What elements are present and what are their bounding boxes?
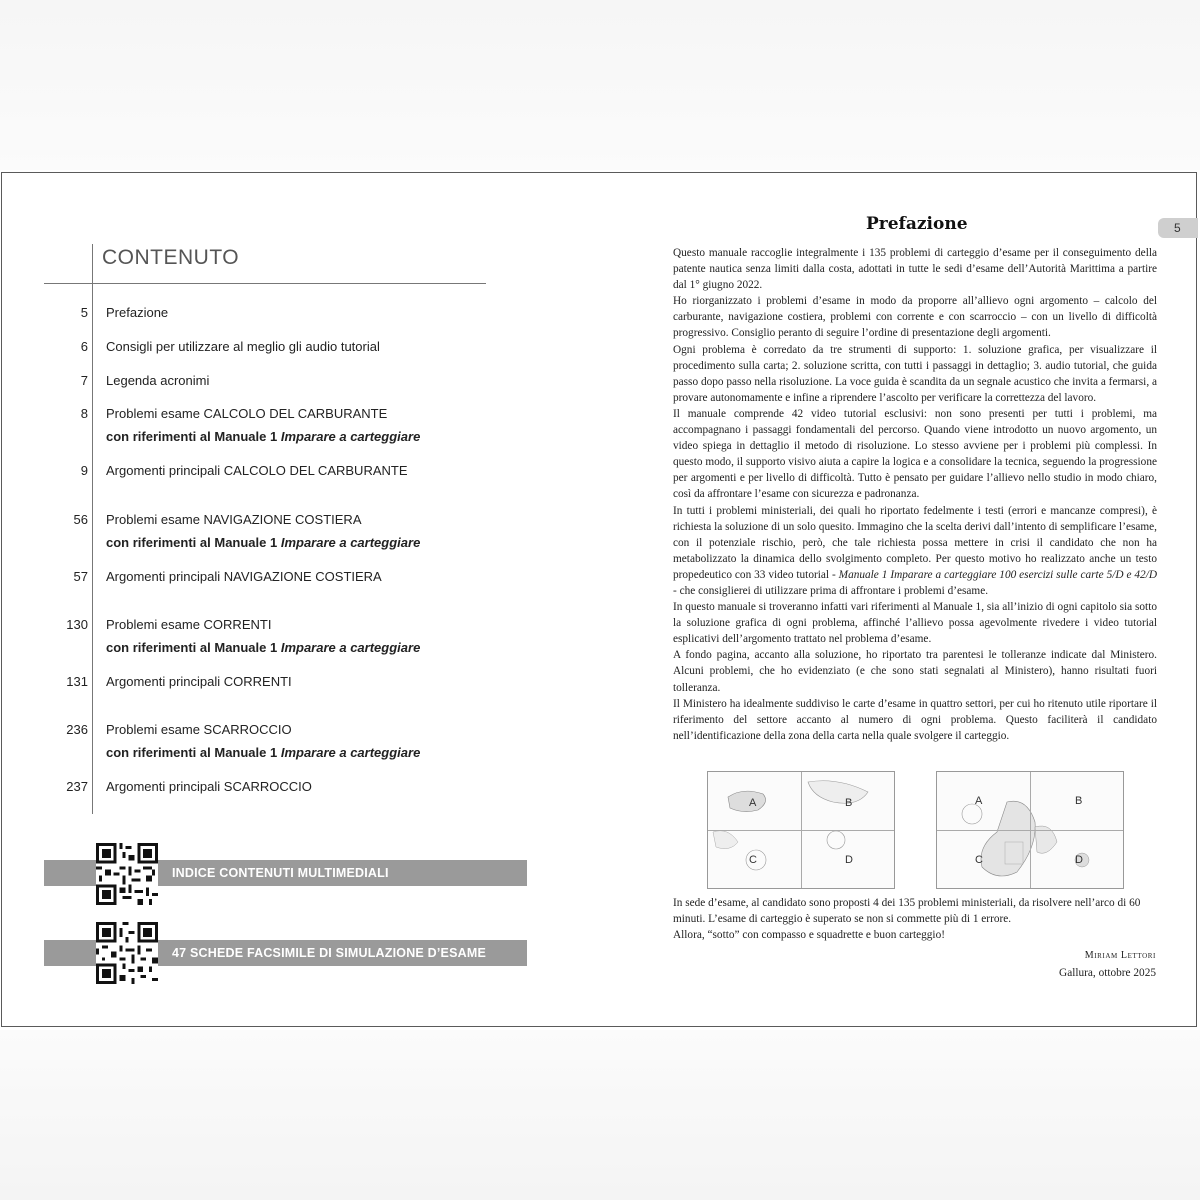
toc-page-number: 8 xyxy=(80,406,88,421)
map-quadrant-label: C xyxy=(975,854,983,866)
toc-entry-text: Consigli per utilizzare al meglio gli audio tutorial xyxy=(106,339,380,354)
toc-page-number: 237 xyxy=(66,779,88,794)
map-quadrant-label: A xyxy=(749,797,757,809)
toc-entry-text: Problemi esame CORRENTI xyxy=(106,617,272,632)
map-divider-horizontal xyxy=(937,830,1123,831)
toc-entry-text: Problemi esame CALCOLO DEL CARBURANTE xyxy=(106,406,388,421)
toc-page-number: 5 xyxy=(80,305,88,320)
background-band-top xyxy=(0,0,1200,170)
preface-paragraph: In questo manuale si troveranno infatti vari riferimenti al Manuale 1, sia all’inizio di ogni capitolo sia sotto la soluzione grafica di ogni problema, affinché l’allievo possa agevolmente rivedere i video tutorial esplicativi dell’argomento trattato nel problema d’esame. xyxy=(673,601,1157,646)
author-signature: Miriam Lettori xyxy=(1084,950,1156,961)
toc-entry-text: Problemi esame SCARROCCIO xyxy=(106,722,292,737)
toc-entry-text: Argomenti principali SCARROCCIO xyxy=(106,779,312,794)
qr-code-icon[interactable] xyxy=(96,922,158,984)
toc-page-number: 56 xyxy=(73,512,88,527)
toc-page-number: 9 xyxy=(80,463,88,478)
place-date: Gallura, ottobre 2025 xyxy=(1059,967,1156,979)
toc-page-number: 7 xyxy=(80,373,88,388)
qr-code-icon[interactable] xyxy=(96,843,158,905)
preface-paragraph: Questo manuale raccoglie integralmente i 135 problemi di carteggio d’esame per il conseguimento della patente nautica senza limiti dalla costa, adottati in tutte le sedi d’esame dell’Autorità Marittima a partire dal 1° giugno 2022. xyxy=(673,247,1157,292)
toc-entry-subtext: con riferimenti al Manuale 1 Imparare a carteggiare xyxy=(106,745,421,760)
preface-paragraph: Allora, “sotto” con compasso e squadrette e buon carteggio! xyxy=(673,929,945,942)
toc-entry-subtext: con riferimenti al Manuale 1 Imparare a carteggiare xyxy=(106,429,421,444)
map-quadrant-label: B xyxy=(1075,795,1083,807)
map-quadrant-label: B xyxy=(845,797,853,809)
preface-paragraph: A fondo pagina, accanto alla soluzione, ho riportato tra parentesi le tolleranze indicate dal Ministero. Alcuni problemi, che ho evidenziato (e che sono stati segnalati al Ministero), hanno risultati fuori tolleranza. xyxy=(673,649,1157,694)
toc-title: CONTENUTO xyxy=(102,246,240,269)
map-quadrant-label: D xyxy=(845,854,853,866)
toc-entry-subtext: con riferimenti al Manuale 1 Imparare a carteggiare xyxy=(106,640,421,655)
preface-paragraph: Il manuale comprende 42 video tutorial esclusivi: non sono presenti per tutti i problemi, ma accompagnano i passaggi fondamentali del percorso. Quando viene introdotto un nuovo argomento, un video spiega in dettaglio il metodo di risoluzione. Lo stesso avviene per i problemi più complessi. In questo modo, il supporto visivo aiuta a capire la logica e a consolidare la tecnica, seguendo la progressione per argomenti e per livello di difficoltà. Tutto è pensato per guidare l’allievo nello studio in modo chiaro, così da affrontare l’esame con sicurezza e padronanza. xyxy=(673,407,1157,501)
multimedia-index-label[interactable]: INDICE CONTENUTI MULTIMEDIALI xyxy=(172,866,389,880)
toc-page-number: 130 xyxy=(66,617,88,632)
page-number: 5 xyxy=(1174,221,1181,235)
map-divider-horizontal xyxy=(708,830,894,831)
preface-paragraph: Ogni problema è corredato da tre strumenti di supporto: 1. soluzione grafica, per visualizzare il procedimento sulla carta; 2. soluzione scritta, con tutti i passaggi in dettaglio; 3. audio tutorial, che guida passo dopo passo nella risoluzione. La voce guida è scandita da un segnale acustico che invita a fermarsi, a provare autonomamente e infine a riprendere l’ascolto per verificare la correttezza del lavoro. xyxy=(673,343,1157,404)
chart-map-42d xyxy=(936,771,1124,889)
exam-simulation-label[interactable]: 47 SCHEDE FACSIMILE DI SIMULAZIONE D’ESAME xyxy=(172,946,486,960)
toc-horizontal-divider xyxy=(44,283,486,284)
preface-body xyxy=(673,245,1157,744)
map-quadrant-label: D xyxy=(1075,854,1083,866)
toc-entry-text: Prefazione xyxy=(106,305,169,320)
toc-entry-text: Argomenti principali NAVIGAZIONE COSTIERA xyxy=(106,569,382,584)
toc-entry-subtext: con riferimenti al Manuale 1 Imparare a carteggiare xyxy=(106,535,421,550)
chart-map-5d xyxy=(707,771,895,889)
preface-paragraph: In tutti i problemi ministeriali, dei quali ho riportato fedelmente i testi (errori e mancanze compresi), è richiesta la soluzione di un solo quesito. Immagino che la scelta derivi dall’intento di semplificare l’esame, con il potenziale rischio, però, che tale richiesta possa mettere in crisi il candidato che non ha metabolizzato la dinamica dello svolgimento completo. Per questo motivo ho realizzato anche un testo propedeutico con 33 video tutorial - Manuale 1 Imparare a carteggiare 100 esercizi sulle carte 5/D e 42/D - che consiglierei di utilizzare prima di affrontare i problemi d’esame. xyxy=(673,504,1158,597)
toc-entry-text: Legenda acronimi xyxy=(106,373,210,388)
manual-title-italic: Manuale 1 Imparare a carteggiare 100 esercizi sulle carte 5/D e 42/D xyxy=(838,568,1158,581)
preface-paragraph: Ho riorganizzato i problemi d’esame in modo da proporre all’allievo ogni argomento – calcolo del carburante, navigazione costiera, problemi con corrente e con scarroccio – con un livello di difficoltà progressivo. Consiglio peranto di seguire l’ordine di presentazione degli argomenti. xyxy=(673,295,1157,340)
preface-paragraph: In sede d’esame, al candidato sono proposti 4 dei 135 problemi ministeriali, da risolvere nell’arco di 60 minuti. L’esame di carteggio è superato se non si commette più di 1 errore. xyxy=(673,897,1141,926)
toc-vertical-divider xyxy=(92,244,93,814)
background-band-bottom xyxy=(0,1030,1200,1200)
preface-title: Prefazione xyxy=(866,214,968,234)
toc-entry-text: Problemi esame NAVIGAZIONE COSTIERA xyxy=(106,512,362,527)
toc-page-number: 236 xyxy=(66,722,88,737)
toc-entry-text: Argomenti principali CALCOLO DEL CARBURANTE xyxy=(106,463,408,478)
toc-page-number: 6 xyxy=(80,339,88,354)
toc-entry-text: Argomenti principali CORRENTI xyxy=(106,674,292,689)
preface-closing xyxy=(673,895,1157,943)
map-quadrant-label: C xyxy=(749,854,757,866)
preface-paragraph: Il Ministero ha idealmente suddiviso le carte d’esame in quattro settori, per cui ho ritenuto utile riportare il riferimento del settore accanto al numero di ogni problema. Questo faciliterà il candidato nell’identificazione della zona della carta nella quale svolgere il carteggio. xyxy=(673,697,1157,742)
toc-page-number: 131 xyxy=(66,674,88,689)
map-quadrant-label: A xyxy=(975,795,983,807)
toc-page-number: 57 xyxy=(73,569,88,584)
